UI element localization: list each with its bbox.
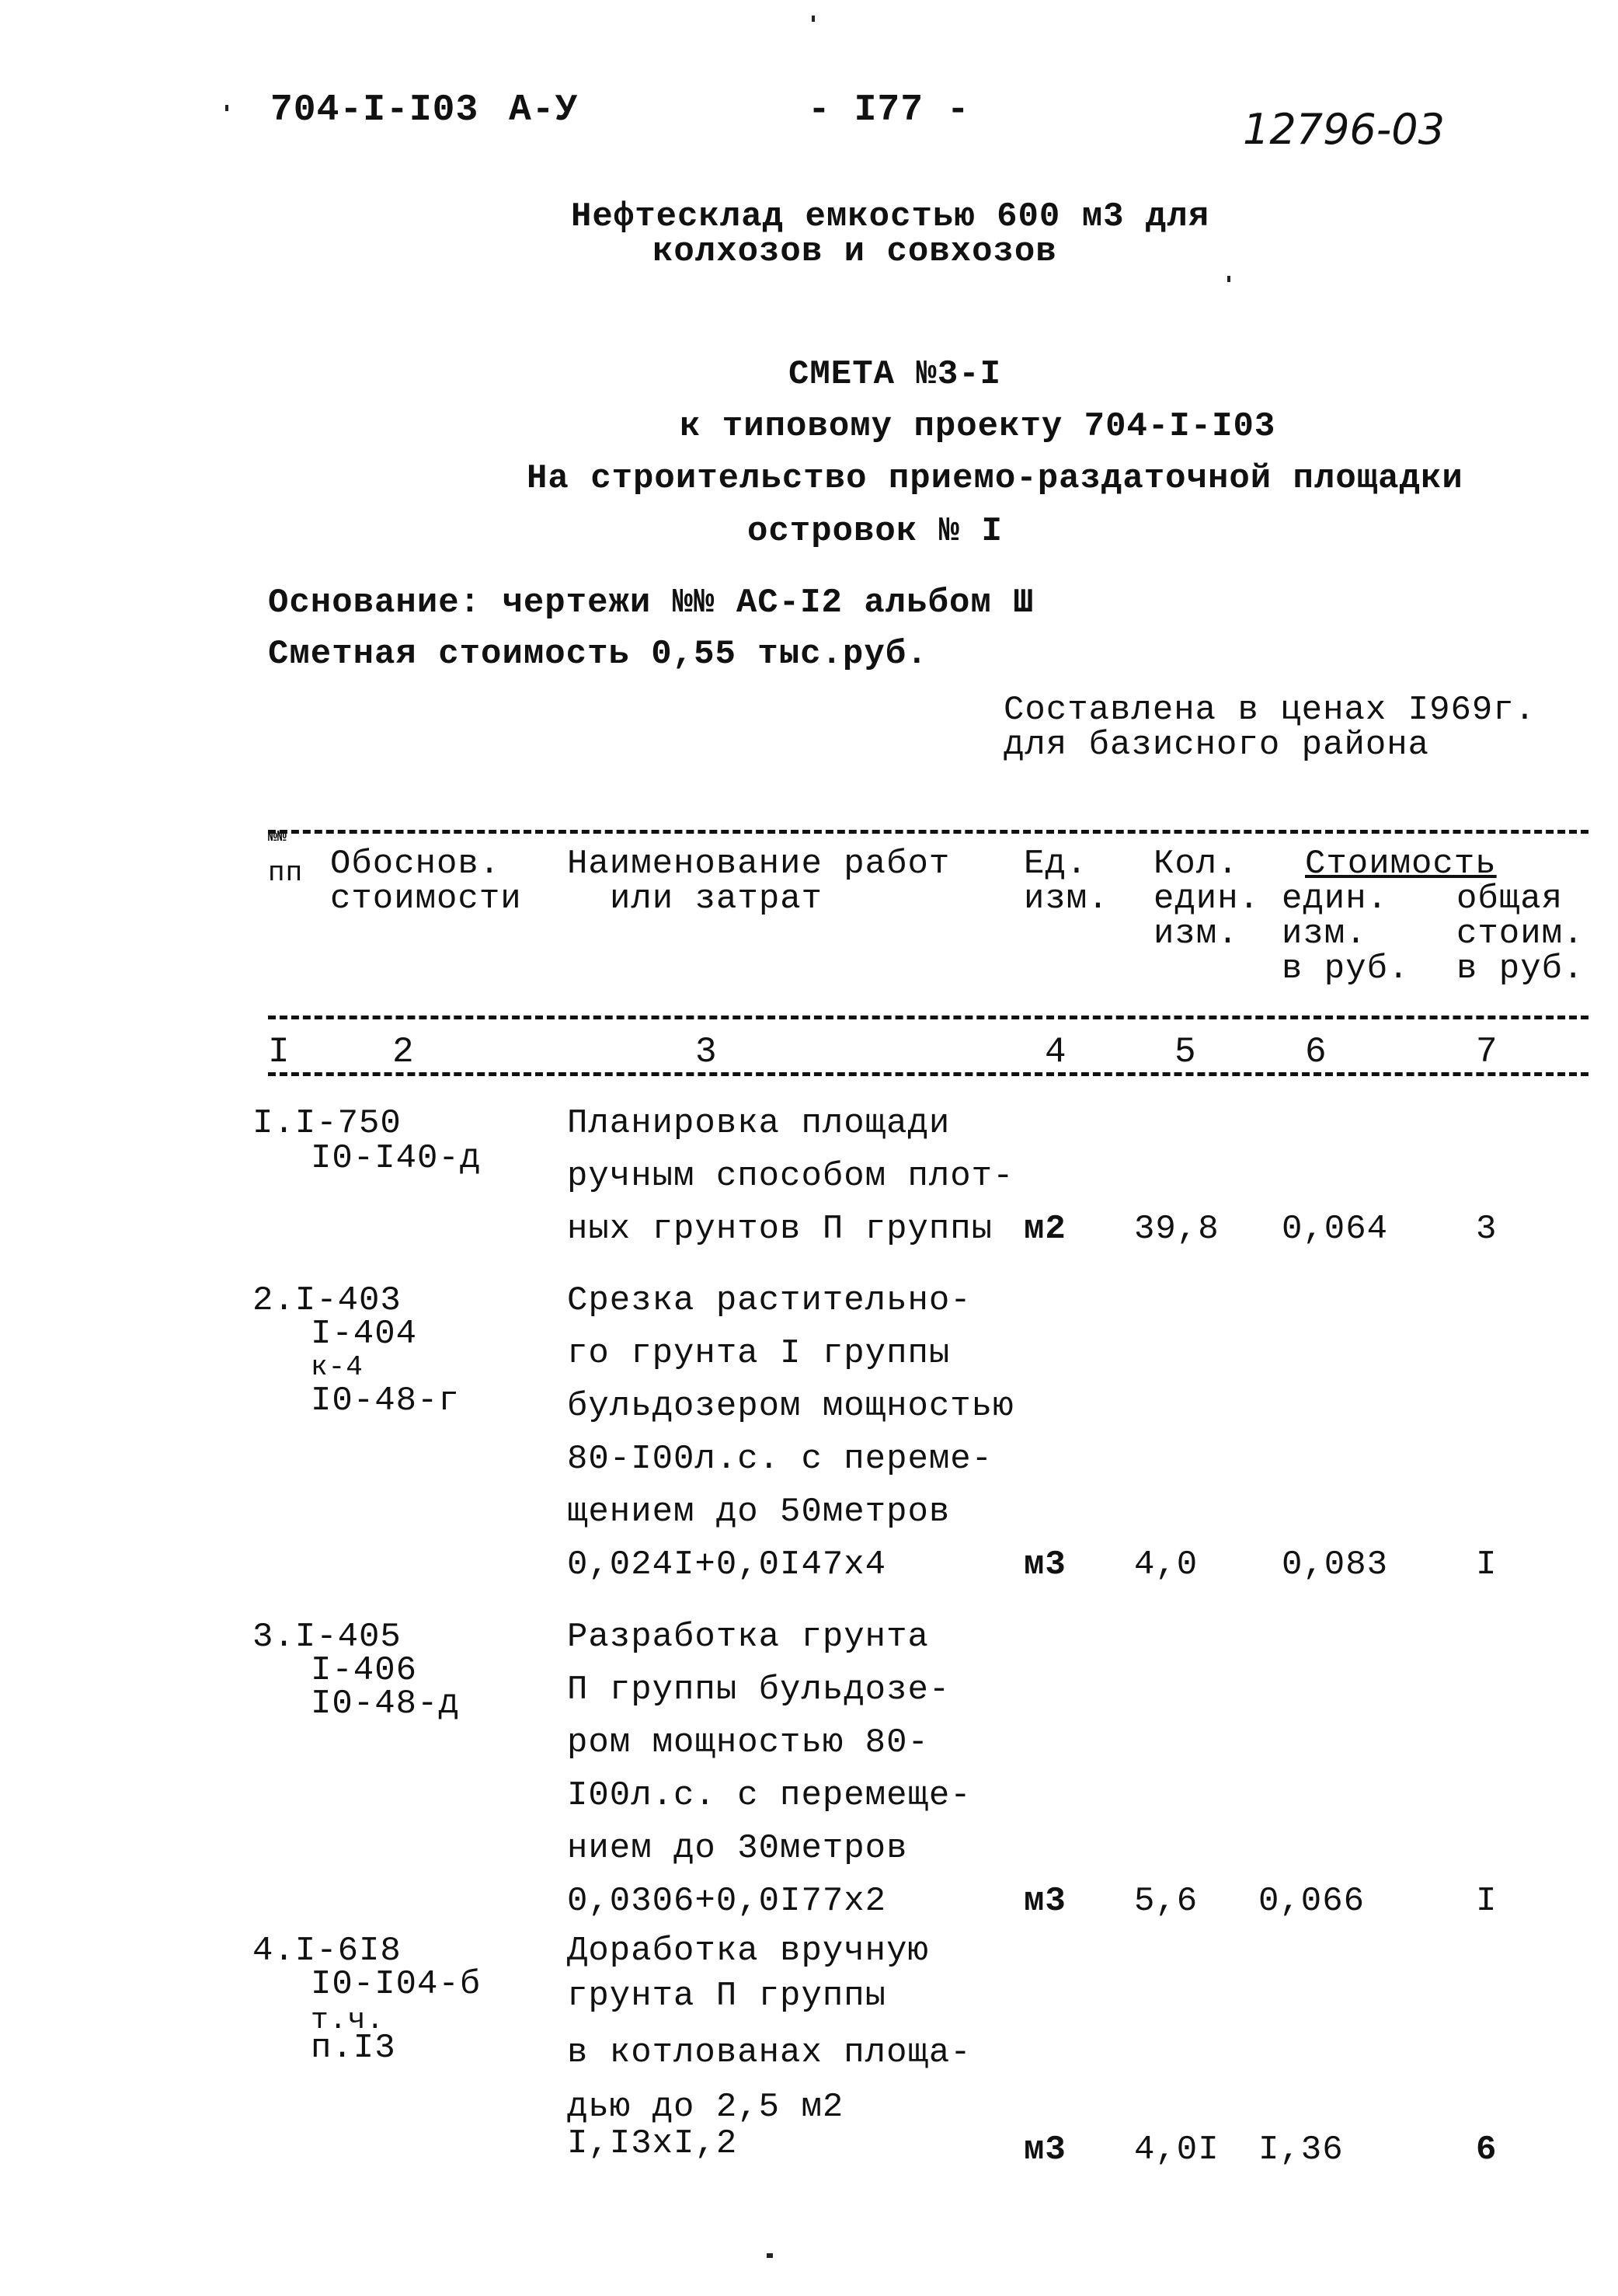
row-total: 6 xyxy=(1476,2131,1498,2169)
scan-speck xyxy=(225,105,228,111)
col-number-6: 6 xyxy=(1305,1032,1327,1072)
col-unitcost-label1: един. xyxy=(1282,880,1389,918)
column-numbers-rule xyxy=(268,1072,1588,1076)
scan-speck xyxy=(812,16,815,22)
row-unit: м2 xyxy=(1024,1210,1066,1249)
scan-speck xyxy=(1227,276,1230,282)
row-name: 0,0306+0,0I77х2 xyxy=(567,1882,887,1921)
col-unit-label2: изм. xyxy=(1024,880,1109,918)
section-code: А-У xyxy=(509,89,579,131)
estimate-subtitle-island: островок № I xyxy=(747,512,1003,551)
row-basis: I0-48-д xyxy=(311,1685,460,1723)
estimate-heading: СМЕТА №3-I xyxy=(788,355,1002,394)
col-basis-label2: стоимости xyxy=(330,880,522,918)
row-name: ром мощностью 80- xyxy=(567,1723,929,1762)
header-bottom-rule xyxy=(268,1016,1588,1019)
row-unit: м3 xyxy=(1024,1882,1066,1921)
row-name: 0,024I+0,0I47х4 xyxy=(567,1545,887,1584)
row-quantity: 4,0 xyxy=(1134,1545,1199,1584)
row-unit-cost: I,36 xyxy=(1258,2131,1344,2169)
row-quantity: 5,6 xyxy=(1134,1882,1199,1921)
row-basis: I-406 xyxy=(311,1651,418,1690)
row-quantity: 39,8 xyxy=(1134,1210,1220,1249)
prices-region: для базисного района xyxy=(1004,726,1430,765)
col-number-5: 5 xyxy=(1174,1032,1197,1072)
document-code: 704-I-I03 xyxy=(270,89,479,131)
col-qty-label1: Кол. xyxy=(1153,845,1239,883)
estimate-subtitle-construction: На строительство приемо-раздаточной площадки xyxy=(527,459,1463,498)
col-basis-label1: Обоснов. xyxy=(330,845,501,883)
row-basis: I0-48-г xyxy=(311,1381,460,1420)
row-total: I xyxy=(1476,1545,1498,1584)
row-name: дью до 2,5 м2 xyxy=(567,2088,844,2127)
row-basis: I0-I04-б xyxy=(311,1965,482,2004)
row-basis: т.ч. xyxy=(311,2004,385,2037)
row-total: I xyxy=(1476,1882,1498,1921)
row-unit-cost: 0,083 xyxy=(1282,1545,1389,1584)
estimate-subtitle-project: к типовому проекту 704-I-I03 xyxy=(680,407,1276,446)
estimated-cost: Сметная стоимость 0,55 тыс.руб. xyxy=(268,635,928,674)
row-name: грунта П группы xyxy=(567,1977,887,2016)
row-name: щением до 50метров xyxy=(567,1493,951,1531)
row-name: нием до 30метров xyxy=(567,1829,908,1868)
col-number-4: 4 xyxy=(1045,1032,1067,1072)
row-basis: 2.I-403 xyxy=(252,1281,402,1320)
col-cost-group: Стоимость xyxy=(1305,845,1497,883)
row-name: Доработка вручную xyxy=(567,1932,929,1970)
row-basis: п.I3 xyxy=(311,2029,396,2068)
row-unit: м3 xyxy=(1024,2131,1066,2169)
object-title-line2: колхозов и совхозов xyxy=(652,232,1057,271)
col-number-1: I xyxy=(268,1032,291,1072)
col-total-label1: общая xyxy=(1456,880,1564,918)
row-unit: м3 xyxy=(1024,1545,1066,1584)
col-qty-label3: изм. xyxy=(1153,915,1239,953)
row-basis: I.I-750 xyxy=(252,1104,402,1143)
row-unit-cost: 0,066 xyxy=(1258,1882,1366,1921)
row-basis: I0-I40-д xyxy=(311,1139,482,1178)
row-name: Разработка грунта xyxy=(567,1618,929,1657)
row-basis: 3.I-405 xyxy=(252,1618,402,1657)
row-quantity: 4,0I xyxy=(1134,2131,1220,2169)
page-number: - I77 - xyxy=(808,89,970,131)
col-unitcost-label3: в руб. xyxy=(1282,949,1410,988)
col-number-3: 3 xyxy=(695,1032,718,1072)
col-name-label1: Наименование работ xyxy=(567,845,951,883)
row-name: ручным способом плот- xyxy=(567,1157,1014,1196)
col-number-7: 7 xyxy=(1476,1032,1498,1072)
row-basis: к-4 xyxy=(311,1351,364,1383)
row-name: го грунта I группы xyxy=(567,1334,951,1373)
col-no-symbol: №№ xyxy=(268,828,287,846)
col-unit-label1: Ед. xyxy=(1024,845,1088,883)
row-unit-cost: 0,064 xyxy=(1282,1210,1389,1249)
row-name: ных грунтов П группы xyxy=(567,1210,993,1249)
col-unitcost-label2: изм. xyxy=(1282,915,1367,953)
object-title-line1: Нефтесклад емкостью 600 м3 для xyxy=(571,197,1210,236)
archive-number: 12796-03 xyxy=(1243,105,1445,154)
row-total: 3 xyxy=(1476,1210,1498,1249)
row-name: в котлованах площа- xyxy=(567,2033,972,2072)
row-name: бульдозером мощностью xyxy=(567,1387,1014,1426)
row-basis: 4.I-6I8 xyxy=(252,1932,402,1970)
row-name: I,I3хI,2 xyxy=(567,2124,738,2163)
row-name: I00л.с. с перемеще- xyxy=(567,1776,972,1815)
col-total-label3: в руб. xyxy=(1456,949,1585,988)
col-number-2: 2 xyxy=(392,1032,415,1072)
col-name-label2: или затрат xyxy=(610,880,823,918)
basis-drawings: Основание: чертежи №№ АС-I2 альбом Ш xyxy=(268,584,1035,622)
row-name: Планировка площади xyxy=(567,1104,951,1143)
scan-speck xyxy=(767,2253,773,2258)
col-total-label2: стоим. xyxy=(1456,915,1585,953)
row-name: П группы бульдозе- xyxy=(567,1671,951,1709)
table-top-rule xyxy=(268,830,1588,834)
col-no-label: пп xyxy=(268,857,304,889)
row-name: Срезка растительно- xyxy=(567,1281,972,1320)
col-qty-label2: един. xyxy=(1153,880,1261,918)
prices-year: Составлена в ценах I969г. xyxy=(1004,691,1536,730)
row-name: 80-I00л.с. с переме- xyxy=(567,1440,993,1479)
row-basis: I-404 xyxy=(311,1315,418,1354)
